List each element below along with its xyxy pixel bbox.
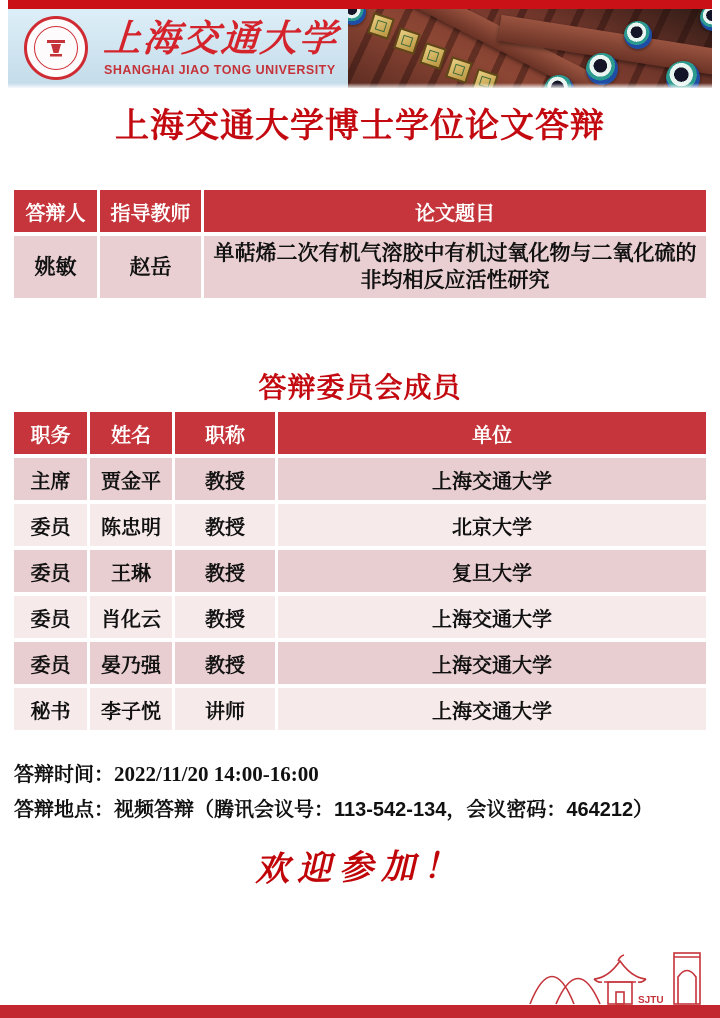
committee-title: 教授 [175, 550, 275, 592]
university-brand [104, 19, 364, 77]
committee-institution: 北京大学 [278, 504, 706, 546]
gold-plaque [367, 12, 395, 40]
committee-institution: 上海交通大学 [278, 458, 706, 500]
table-header-advisor: 指导教师 [100, 190, 201, 232]
advisor-name: 赵岳 [100, 236, 201, 298]
committee-section-title: 答辩委员会成员 [258, 372, 462, 403]
pavilion-body-icon [608, 982, 632, 1004]
committee-title: 教授 [175, 596, 275, 638]
committee-name: 肖化云 [90, 596, 172, 638]
blue-roof-tile [624, 21, 652, 49]
col-header-name: 姓名 [90, 412, 172, 454]
committee-name: 晏乃强 [90, 642, 172, 684]
gate-arch-icon [530, 977, 574, 1005]
committee-role: 委员 [14, 596, 87, 638]
page-title: 上海交通大学博士学位论文答辩 [115, 107, 605, 145]
gold-plaque [419, 42, 447, 70]
tower-arch-icon [678, 971, 696, 1005]
committee-title: 讲师 [175, 688, 275, 730]
thesis-title: 单萜烯二次有机气溶胶中有机过氧化物与二氧化硫的非均相反应活性研究 [204, 236, 706, 298]
banner-photo [8, 9, 712, 88]
committee-name: 王琳 [90, 550, 172, 592]
top-red-strip [8, 0, 712, 9]
committee-role: 秘书 [14, 688, 87, 730]
committee-role: 委员 [14, 642, 87, 684]
committee-institution: 上海交通大学 [278, 596, 706, 638]
defense-location-line [14, 793, 653, 822]
blue-roof-tile [586, 53, 618, 85]
col-header-title: 职称 [175, 412, 275, 454]
table-header-defender: 答辩人 [14, 190, 97, 232]
committee-institution: 复旦大学 [278, 550, 706, 592]
committee-role: 委员 [14, 550, 87, 592]
defense-location-value: 视频答辩（腾讯会议号：113-542-134，会议密码：464212） [114, 799, 654, 821]
pavilion-door-icon [616, 992, 624, 1004]
committee-title: 教授 [175, 504, 275, 546]
defense-location-label: 答辩地点： [14, 799, 114, 821]
sjtu-seal-logo [24, 16, 88, 80]
defense-time-value: 2022/11/20 14:00-16:00 [114, 762, 319, 786]
gold-plaque [445, 56, 473, 84]
blue-roof-tile [700, 9, 712, 31]
bottom-red-bar [0, 1005, 720, 1018]
defense-info-table [14, 190, 706, 298]
gold-plaque [393, 27, 421, 55]
pavilion-roof-icon [594, 961, 646, 979]
committee-name: 陈忠明 [90, 504, 172, 546]
committee-name: 李子悦 [90, 688, 172, 730]
committee-table [14, 412, 706, 730]
roof-eaves-photo [348, 9, 712, 88]
gold-plaque [471, 68, 499, 88]
committee-title: 教授 [175, 642, 275, 684]
col-header-role: 职务 [14, 412, 87, 454]
welcome-text: 欢迎参加！ [254, 847, 466, 889]
col-header-institution: 单位 [278, 412, 706, 454]
committee-institution: 上海交通大学 [278, 688, 706, 730]
university-name-cn: 上海交通大学 [102, 18, 340, 59]
committee-role: 委员 [14, 504, 87, 546]
defense-time-line [14, 758, 319, 787]
blue-roof-tile [348, 9, 366, 25]
committee-role: 主席 [14, 458, 87, 500]
university-name-en: SHANGHAI JIAO TONG UNIVERSITY [104, 63, 336, 77]
sjtu-sketch-label: SJTU [638, 995, 664, 1005]
committee-name: 贾金平 [90, 458, 172, 500]
defender-name: 姚敏 [14, 236, 97, 298]
header-banner [0, 0, 720, 88]
committee-title: 教授 [175, 458, 275, 500]
sjtu-seal-emblem-icon [43, 35, 69, 61]
sjtu-seal-inner [34, 26, 78, 70]
table-header-thesis-title: 论文题目 [204, 190, 706, 232]
blue-roof-tile [666, 61, 700, 88]
campus-sketch [528, 947, 710, 1005]
committee-institution: 上海交通大学 [278, 642, 706, 684]
defense-time-label: 答辩时间： [14, 764, 114, 786]
